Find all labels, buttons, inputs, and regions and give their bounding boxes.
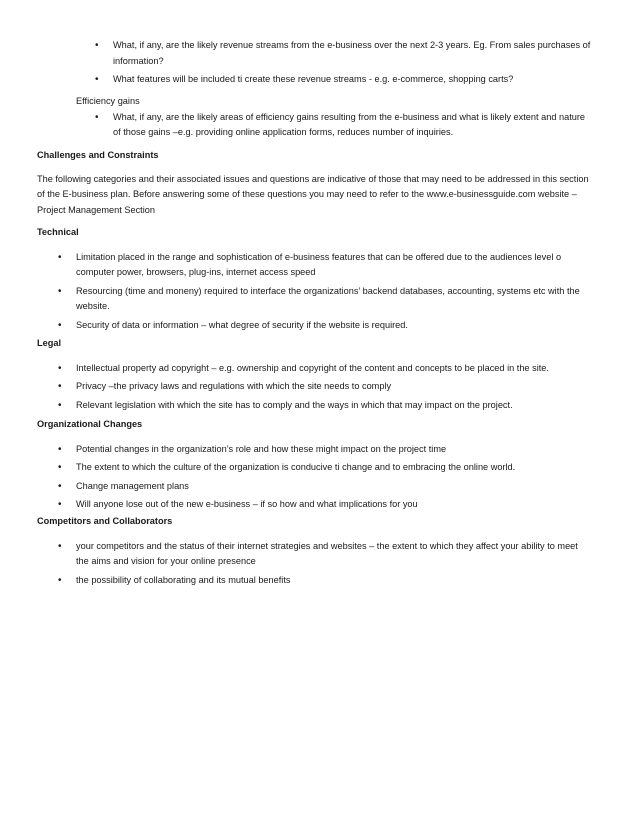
- revenue-list: [113, 38, 598, 88]
- efficiency-label: Efficiency gains: [76, 96, 140, 106]
- legal-list: [76, 361, 598, 414]
- list-item: • your competitors and the status of their internet strategies and websites – the extent to which they affect your ability to meet the aims and vision for your online presence: [76, 539, 590, 570]
- list-item: • Resourcing (time and moneny) required to interface the organizations’ backend databases, accounting, systems etc with the website.: [76, 284, 590, 315]
- list-item: • Intellectual property ad copyright – e.g. ownership and copyright of the content and concepts to be placed in the site.: [76, 361, 598, 377]
- legal-section: [0, 336, 638, 416]
- list-item: • the possibility of collaborating and its mutual benefits: [76, 573, 590, 589]
- technical-list: [76, 250, 590, 334]
- challenges-paragraph: The following categories and their associated issues and questions are indicative of those that may need to be addressed in this section of the E-business plan. Before answering some of these questions you may need to refer to the www.e-businessguide.com website – Project Management Section: [37, 173, 589, 215]
- organizational-list: [76, 442, 598, 513]
- competitors-section: [0, 514, 638, 591]
- list-item: • Privacy –the privacy laws and regulations with which the site needs to comply: [76, 379, 598, 395]
- list-item: • Change management plans: [76, 479, 598, 495]
- list-item: • Security of data or information – what degree of security if the website is required.: [76, 318, 590, 334]
- list-item: • What, if any, are the likely areas of efficiency gains resulting from the e-business and what is likely extent and nature of those gains –e.g. providing online application forms, reduces number of inquiries.: [113, 110, 586, 141]
- revenue-section: [0, 38, 638, 91]
- list-item: • What features will be included ti create these revenue streams - e.g. e-commerce, shopping carts?: [113, 72, 598, 88]
- competitors-list: [76, 539, 590, 589]
- technical-section: [0, 225, 638, 336]
- list-item: • Will anyone lose out of the new e-business – if so how and what implications for you: [76, 497, 598, 513]
- competitors-heading: Competitors and Collaborators: [37, 516, 173, 526]
- challenges-heading: Challenges and Constraints: [37, 150, 159, 160]
- organizational-heading: Organizational Changes: [37, 419, 143, 429]
- list-item: • Limitation placed in the range and sophistication of e-business features that can be offered due to the audiences level o computer power, browsers, plug-ins, internet access speed: [76, 250, 590, 281]
- list-item: • The extent to which the culture of the organization is conducive ti change and to embracing the online world.: [76, 460, 598, 476]
- list-item: • Potential changes in the organization’s role and how these might impact on the project time: [76, 442, 598, 458]
- list-item: • What, if any, are the likely revenue streams from the e-business over the next 2-3 years. Eg. From sales purchases of information?: [113, 38, 598, 69]
- efficiency-list: [113, 110, 586, 141]
- efficiency-section: [0, 94, 638, 144]
- challenges-section: [37, 148, 590, 218]
- technical-heading: Technical: [37, 227, 79, 237]
- list-item: • Relevant legislation with which the site has to comply and the ways in which that may impact on the project.: [76, 398, 598, 414]
- legal-heading: Legal: [37, 338, 61, 348]
- organizational-section: [0, 417, 638, 516]
